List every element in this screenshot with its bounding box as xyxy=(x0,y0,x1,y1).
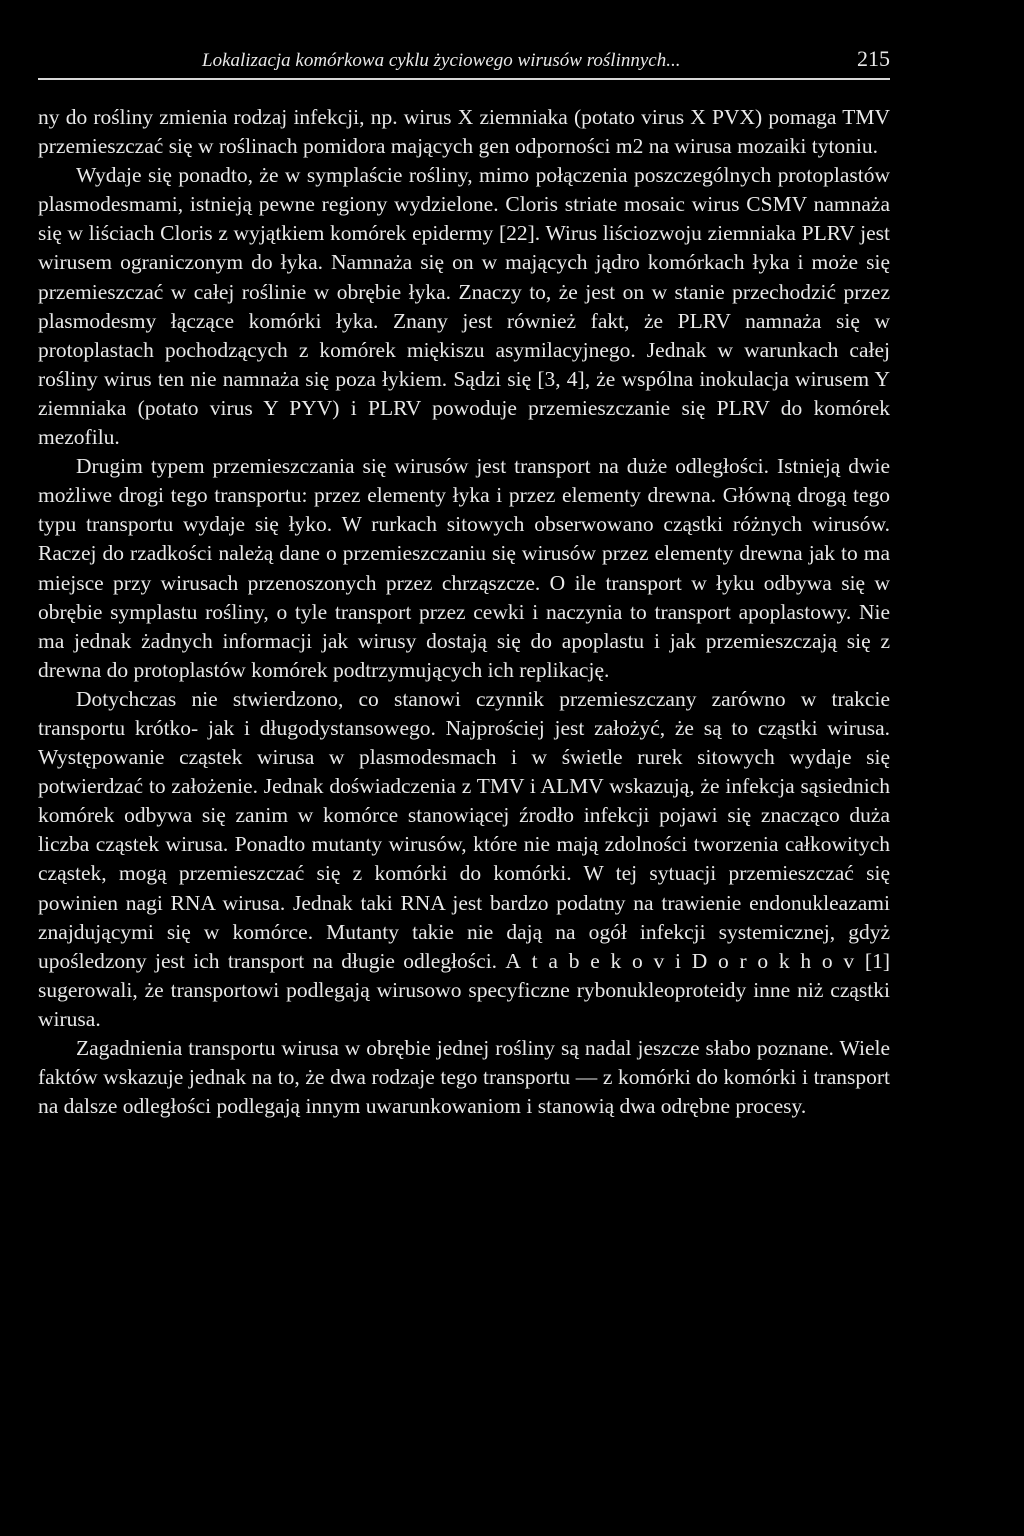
running-title: Lokalizacja komórkowa cyklu życiowego wirusów roślinnych... xyxy=(202,50,681,71)
page-number: 215 xyxy=(857,46,890,71)
header-rule xyxy=(38,78,890,80)
paragraph-text: [1] sugerowali, że transportowi podlegają wirusowo specyficzne rybonukleoproteidy inne niż cząstki wirusa. xyxy=(38,948,890,1031)
paragraph-text: Dotychczas nie stwierdzono, co stanowi czynnik przemieszczany zarówno w trakcie transportu krótko- jak i długodystansowego. Najprościej jest założyć, że są to cząstki wirusa. Występowanie cząstek wirusa w plasmodesmach i w świetle rurek sitowych wydaje się potwierdzać to założenie. Jednak doświadczenia z TMV i ALMV wskazują, że infekcja sąsiednich komórek odbywa się zanim w komórce stanowiącej źrodło infekcji pojawi się znacząco duża liczba cząstek wirusa. Ponadto mutanty wirusów, które nie mają zdolności tworzenia całkowitych cząstek, mogą przemieszczać się z komórki do komórki. W tej sytuacji przemieszczać się powinien nagi RNA wirusa. Jednak taki RNA jest bardzo podatny na trawienie endonukleazami znajdującymi się w komórce. Mutanty takie nie dają na ogół infekcji systemicznej, gdyż upośledzony jest ich transport na długie odległości. xyxy=(38,686,890,973)
conjunction: i xyxy=(675,948,692,973)
author-name: Dorokhov xyxy=(691,948,865,973)
paragraph-long-distance-transport: Drugim typem przemieszczania się wirusów jest transport na duże odległości. Istnieją dwie możliwe drogi tego transportu: przez elementy łyka i przez elementy drewna. Główną drogą tego typu transportu wydaje się łyko. W rurkach sitowych obserwowano cząstki różnych wirusów. Raczej do rzadkości należą dane o przemieszczaniu się wirusów przez elementy drewna jak to ma miejsce przy wirusach przenoszonych przez chrząszcze. O ile transport w łyku odbywa się w obrębie symplastu rośliny, o tyle transport przez cewki i naczynia to transport apoplastowy. Nie ma jednak żadnych informacji jak wirusy dostają się do apoplastu i jak przemieszczają się z drewna do protoplastów komórek podtrzymujących ich replikację. xyxy=(38,454,890,682)
paragraph-conclusion: Zagadnienia transportu wirusa w obrębie jednej rośliny są nadal jeszcze słabo poznane. Wiele faktów wskazuje jednak na to, że dwa rodzaje tego transportu — z komórki do komórki i transport na dalsze odległości podlegają innym uwarunkowaniom i stanowią dwa odrębne procesy. xyxy=(38,1036,890,1119)
author-name: Atabekov xyxy=(505,948,675,973)
paragraph-symplast-regions: Wydaje się ponadto, że w symplaście rośliny, mimo połączenia poszczególnych protoplastów plasmodesmami, istnieją pewne regiony wydzielone. Cloris striate mosaic wirus CSMV namnaża się w liściach Cloris z wyjątkiem komórek epidermy [22]. Wirus liściozwoju ziemniaka PLRV jest wirusem ograniczonym do łyka. Namnaża się on w mających jądro komórkach łyka i może się przemieszczać w całej roślinie w obrębie łyka. Znaczy to, że jest on w stanie przechodzić przez plasmodesmy łączące komórki łyka. Znany jest również fakt, że PLRV namnaża się w protoplastach pochodzących z komórek miękiszu asymilacyjnego. Jednak w warunkach całej rośliny wirus ten nie namnaża się poza łykiem. Sądzi się [3, 4], że wspólna inokulacja wirusem Y ziemniaka (potato virus Y PYV) i PLRV powoduje przemieszczanie się PLRV do komórek mezofilu. xyxy=(38,163,890,450)
paragraph-continuation: ny do rośliny zmienia rodzaj infekcji, np. wirus X ziemniaka (potato virus X PVX) pomaga TMV przemieszczać się w roślinach pomidora mających gen odporności m2 na wirusa mozaiki tytoniu. xyxy=(38,105,890,159)
body-text xyxy=(38,103,890,1121)
running-head xyxy=(38,44,890,84)
paragraph-transported-factor xyxy=(38,685,890,1034)
